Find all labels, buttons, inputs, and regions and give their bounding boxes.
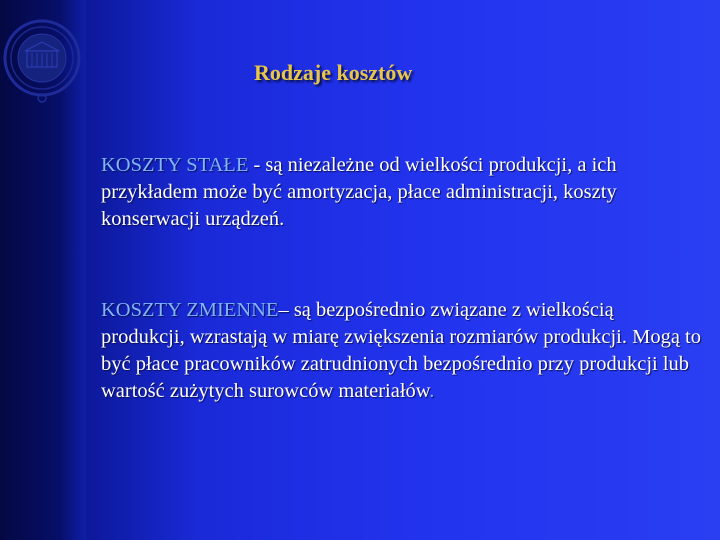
paragraph-variable-costs-text: – są bezpośrednio związane z wielkością produkcji, wzrastają w miarę zwiększenia rozmiarów produkcji. Mogą to być płace pracowników zatrudnionych bezpośrednio przy produkcji lub wartość zużytych surowców materiałów	[101, 299, 701, 402]
slide-title: Rodzaje kosztów	[254, 60, 413, 85]
paragraph-fixed-costs-text: - są niezależne od wielkości produkcji, a ich przykładem może być amortyzacja, płace administracji, koszty konserwacji urządzeń.	[101, 154, 617, 230]
keyword-fixed-costs: KOSZTY STAŁE	[101, 154, 249, 176]
paragraph-fixed-costs	[101, 152, 701, 233]
paragraph-variable-costs-period: .	[429, 380, 435, 402]
paragraph-variable-costs	[101, 297, 701, 405]
university-seal-icon	[2, 18, 82, 104]
keyword-variable-costs: KOSZTY ZMIENNE	[101, 299, 279, 321]
